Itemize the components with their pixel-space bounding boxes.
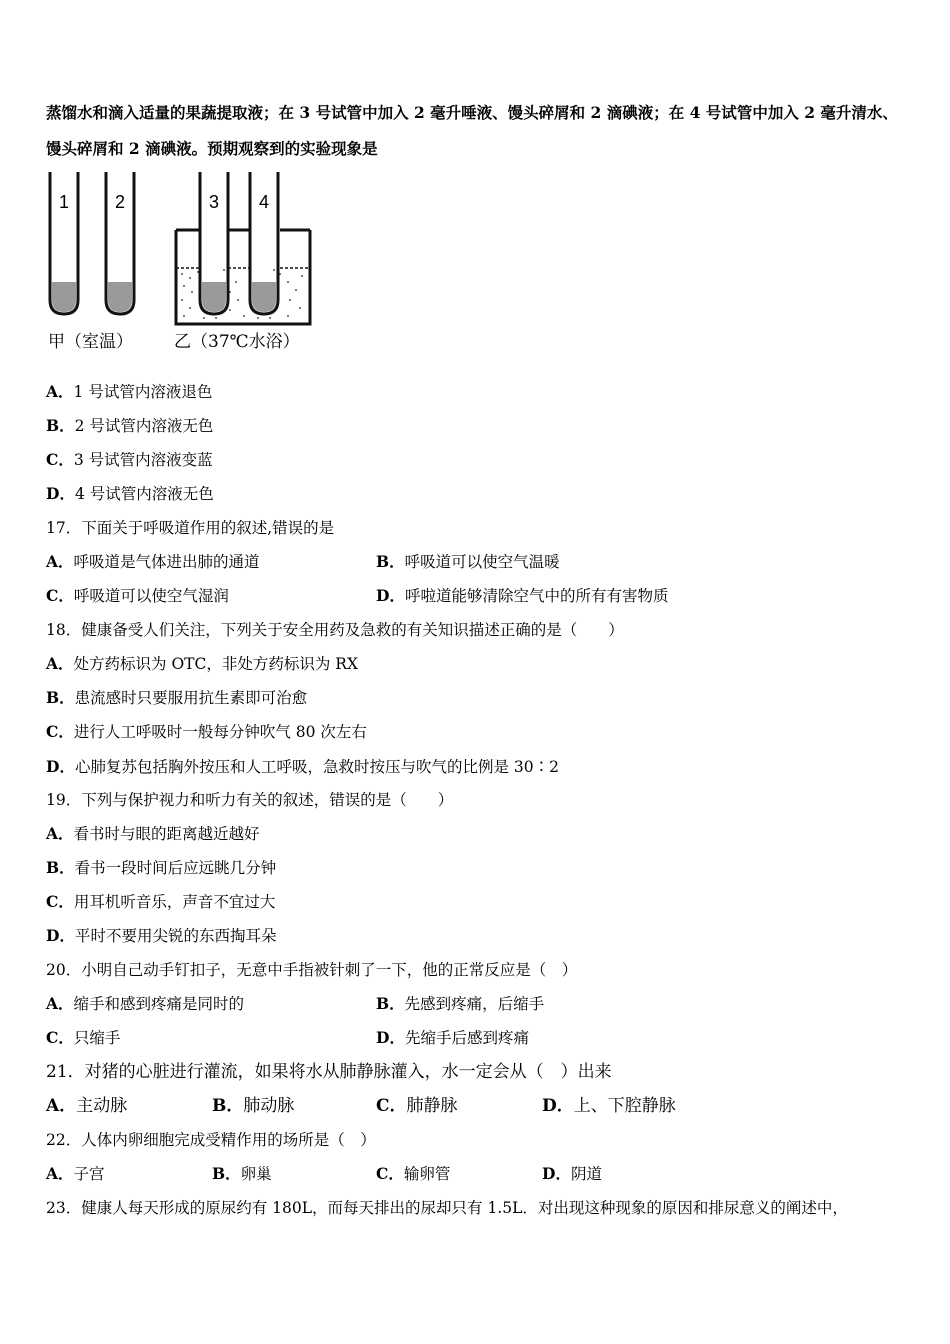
q20-option-d [376, 1028, 529, 1048]
option-label: D． [542, 1164, 571, 1183]
option-label: B． [376, 994, 405, 1013]
option-text: 患流感时只要服用抗生素即可治愈 [74, 689, 308, 707]
option-label: D． [46, 757, 75, 776]
tube-3-label: 3 [208, 192, 220, 212]
option-text: 缩手和感到疼痛是同时的 [73, 995, 245, 1013]
q22-option-b [212, 1164, 272, 1184]
q20-option-c [46, 1028, 120, 1048]
option-label: D． [376, 586, 405, 605]
q16-option-a [46, 382, 212, 402]
option-text: 肺静脉 [406, 1096, 458, 1116]
q19-option-d [46, 926, 276, 946]
q23-stem: 23．健康人每天形成的原尿约有 180L，而每天排出的尿却只有 1.5L．对出现这种现象的原因和排尿意义的阐述中， [46, 1199, 848, 1217]
option-label: D． [542, 1096, 574, 1116]
q22-option-c [376, 1164, 450, 1184]
option-text: 呼吸道可以使空气温暖 [404, 553, 560, 571]
option-label: A． [46, 552, 74, 571]
option-label: C． [376, 1164, 404, 1183]
option-label: C． [46, 892, 74, 911]
q17-option-c [46, 586, 229, 606]
option-text: 看书时与眼的距离越近越好 [73, 825, 260, 843]
q18-option-b [46, 688, 307, 708]
q19-option-c [46, 892, 275, 912]
option-text: 看书一段时间后应远眺几分钟 [74, 859, 277, 877]
q21-stem: 21．对猪的心脏进行灌流，如果将水从肺静脉灌入，水一定会从（ ）出来 [46, 1062, 612, 1082]
option-label: A． [46, 382, 74, 401]
q18-option-a [46, 654, 358, 674]
option-text: 先感到疼痛，后缩手 [404, 995, 545, 1013]
option-label: B． [212, 1096, 244, 1116]
caption-room-temperature: 甲（室温） [48, 332, 133, 352]
option-label: C． [46, 586, 74, 605]
option-text: 只缩手 [73, 1029, 121, 1047]
option-text: 上、下腔静脉 [573, 1096, 676, 1116]
q17-option-b [376, 552, 560, 572]
option-text: 肺动脉 [243, 1096, 295, 1116]
option-text: 2 号试管内溶液无色 [74, 417, 214, 435]
q21-option-c [376, 1096, 458, 1116]
option-label: D． [376, 1028, 405, 1047]
option-label: D． [46, 484, 75, 503]
q22-option-a [46, 1164, 105, 1184]
q21-option-a [46, 1096, 127, 1116]
q16-intro-line-2: 馒头碎屑和 2 滴碘液。预期观察到的实验现象是 [46, 139, 378, 158]
option-text: 处方药标识为 OTC，非处方药标识为 RX [73, 655, 358, 673]
option-text: 1 号试管内溶液退色 [73, 383, 213, 401]
q20-option-b [376, 994, 544, 1014]
q18-stem: 18．健康备受人们关注，下列关于安全用药及急救的有关知识描述正确的是（ ） [46, 621, 624, 639]
option-text: 先缩手后感到疼痛 [404, 1029, 529, 1047]
tube-4-label: 4 [258, 192, 270, 212]
option-text: 输卵管 [403, 1165, 451, 1183]
option-label: A． [46, 994, 74, 1013]
q22-stem: 22．人体内卵细胞完成受精作用的场所是（ ） [46, 1131, 376, 1149]
caption-water-bath: 乙（37℃水浴） [174, 332, 300, 352]
option-text: 平时不要用尖锐的东西掏耳朵 [74, 927, 277, 945]
q20-option-a [46, 994, 244, 1014]
option-label: B． [212, 1164, 241, 1183]
option-text: 用耳机听音乐，声音不宜过大 [73, 893, 276, 911]
option-text: 呼吸道是气体进出肺的通道 [73, 553, 260, 571]
option-label: C． [46, 450, 74, 469]
option-label: C． [376, 1096, 407, 1116]
q19-option-a [46, 824, 260, 844]
q16-option-d [46, 484, 214, 504]
option-label: A． [46, 824, 74, 843]
figure-caption [48, 332, 300, 352]
q17-option-a [46, 552, 260, 572]
option-label: D． [46, 926, 75, 945]
option-text: 卵巢 [240, 1165, 272, 1183]
option-text: 呼吸道可以使空气湿润 [73, 587, 229, 605]
tube-1-label: 1 [58, 192, 70, 212]
option-text: 4 号试管内溶液无色 [74, 485, 214, 503]
option-label: A． [46, 1164, 74, 1183]
q16-intro-line-1: 蒸馏水和滴入适量的果蔬提取液；在 3 号试管中加入 2 毫升唾液、馒头碎屑和 2 滴碘液；在 4 号试管中加入 2 毫升清水、 [46, 103, 898, 122]
q16-option-c [46, 450, 213, 470]
q22-option-d [542, 1164, 602, 1184]
option-text: 阴道 [570, 1165, 602, 1183]
option-label: C． [46, 1028, 74, 1047]
test-tube-figure [44, 168, 316, 358]
q17-stem: 17．下面关于呼吸道作用的叙述,错误的是 [46, 519, 335, 537]
tube-2-label: 2 [114, 192, 126, 212]
option-text: 进行人工呼吸时一般每分钟吹气 80 次左右 [73, 723, 367, 741]
option-label: B． [46, 858, 75, 877]
option-label: C． [46, 722, 74, 741]
q20-stem: 20．小明自己动手钉扣子，无意中手指被针刺了一下，他的正常反应是（ ） [46, 961, 578, 979]
option-label: B． [46, 688, 75, 707]
q17-option-d [376, 586, 668, 606]
test-tube-diagram [44, 168, 316, 328]
q19-option-b [46, 858, 276, 878]
option-label: B． [376, 552, 405, 571]
option-text: 心肺复苏包括胸外按压和人工呼吸，急救时按压与吹气的比例是 30∶2 [74, 758, 559, 776]
option-text: 呼啦道能够清除空气中的所有有害物质 [404, 587, 669, 605]
option-text: 主动脉 [76, 1096, 128, 1116]
q18-option-d [46, 757, 559, 777]
q21-option-b [212, 1096, 294, 1116]
q19-stem: 19．下列与保护视力和听力有关的叙述，错误的是（ ） [46, 791, 454, 809]
option-text: 子宫 [73, 1165, 105, 1183]
water-bath [176, 230, 310, 324]
q21-option-d [542, 1096, 676, 1116]
option-text: 3 号试管内溶液变蓝 [73, 451, 213, 469]
option-label: B． [46, 416, 75, 435]
option-label: A． [46, 654, 74, 673]
option-label: A． [46, 1096, 77, 1116]
q16-option-b [46, 416, 213, 436]
q18-option-c [46, 722, 367, 742]
